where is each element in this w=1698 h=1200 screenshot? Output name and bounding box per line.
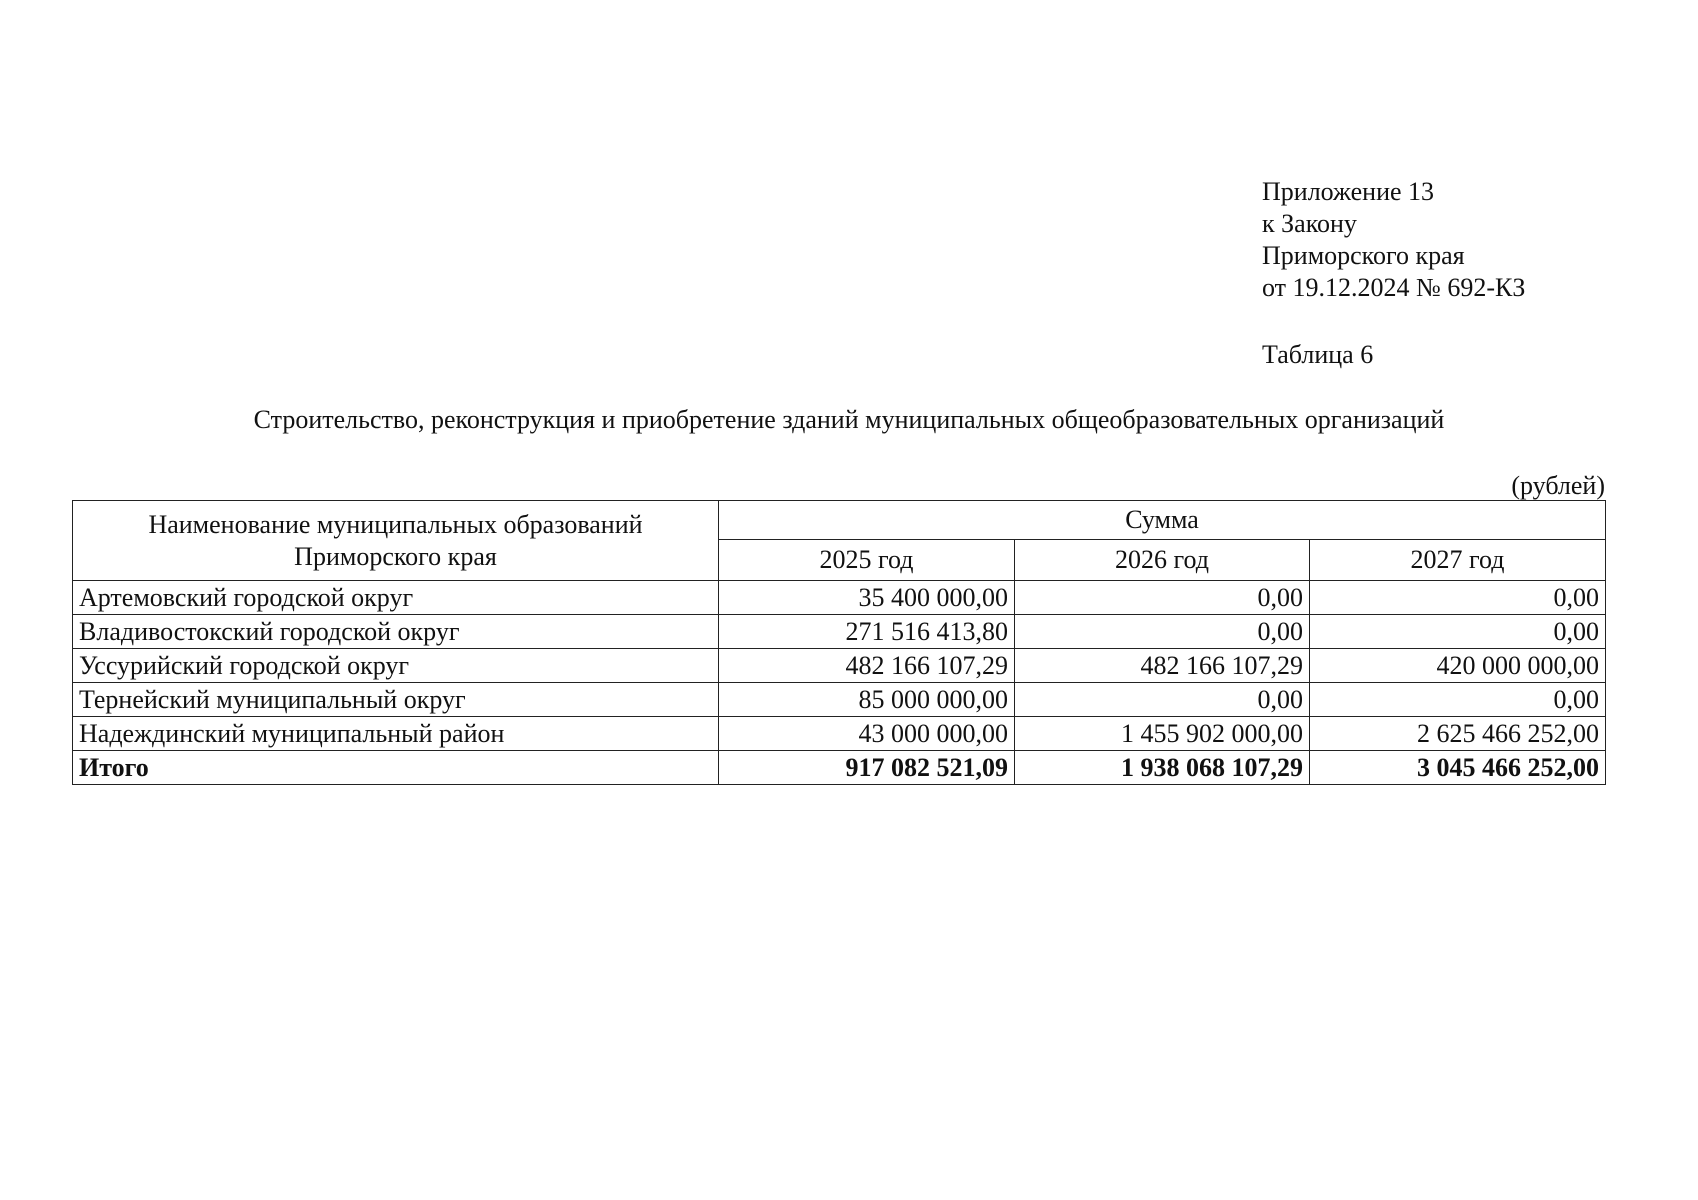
appendix-line: Приморского края	[1262, 241, 1465, 270]
table-row	[73, 649, 1606, 683]
header-row	[73, 501, 1606, 540]
row-value: 0,00	[1015, 615, 1310, 649]
row-name: Владивостокский городской округ	[73, 615, 719, 649]
header-year: 2027 год	[1310, 540, 1606, 581]
header-sum: Сумма	[719, 501, 1606, 540]
row-value: 0,00	[1310, 615, 1606, 649]
row-value: 482 166 107,29	[719, 649, 1015, 683]
row-name: Уссурийский городской округ	[73, 649, 719, 683]
row-value: 0,00	[1015, 581, 1310, 615]
total-label: Итого	[73, 751, 719, 785]
total-value: 3 045 466 252,00	[1310, 751, 1606, 785]
row-value: 420 000 000,00	[1310, 649, 1606, 683]
unit-label: (рублей)	[1511, 471, 1605, 500]
table-header	[73, 501, 1606, 581]
row-value: 271 516 413,80	[719, 615, 1015, 649]
document-title: Строительство, реконструкция и приобретение зданий муниципальных общеобразовательных организаций	[253, 405, 1445, 434]
row-value: 0,00	[1015, 683, 1310, 717]
row-value: 482 166 107,29	[1015, 649, 1310, 683]
row-value: 0,00	[1310, 581, 1606, 615]
table-row	[73, 581, 1606, 615]
table-row	[73, 717, 1606, 751]
row-name: Артемовский городской округ	[73, 581, 719, 615]
header-name: Наименование муниципальных образований Приморского края	[73, 501, 719, 581]
total-value: 1 938 068 107,29	[1015, 751, 1310, 785]
row-value: 35 400 000,00	[719, 581, 1015, 615]
table-label: Таблица 6	[1262, 340, 1374, 369]
total-row	[73, 751, 1606, 785]
row-value: 43 000 000,00	[719, 717, 1015, 751]
row-value: 1 455 902 000,00	[1015, 717, 1310, 751]
row-value: 85 000 000,00	[719, 683, 1015, 717]
table-body	[73, 581, 1606, 785]
appendix-line: от 19.12.2024 № 692-КЗ	[1262, 273, 1526, 302]
appendix-line: Приложение 13	[1262, 177, 1435, 206]
budget-table	[72, 500, 1606, 785]
row-name: Надеждинский муниципальный район	[73, 717, 719, 751]
row-name: Тернейский муниципальный округ	[73, 683, 719, 717]
header-year: 2026 год	[1015, 540, 1310, 581]
row-value: 0,00	[1310, 683, 1606, 717]
appendix-block	[1262, 176, 1525, 304]
total-value: 917 082 521,09	[719, 751, 1015, 785]
row-value: 2 625 466 252,00	[1310, 717, 1606, 751]
appendix-line: к Закону	[1262, 209, 1357, 238]
header-year: 2025 год	[719, 540, 1015, 581]
table-row	[73, 683, 1606, 717]
table-row	[73, 615, 1606, 649]
